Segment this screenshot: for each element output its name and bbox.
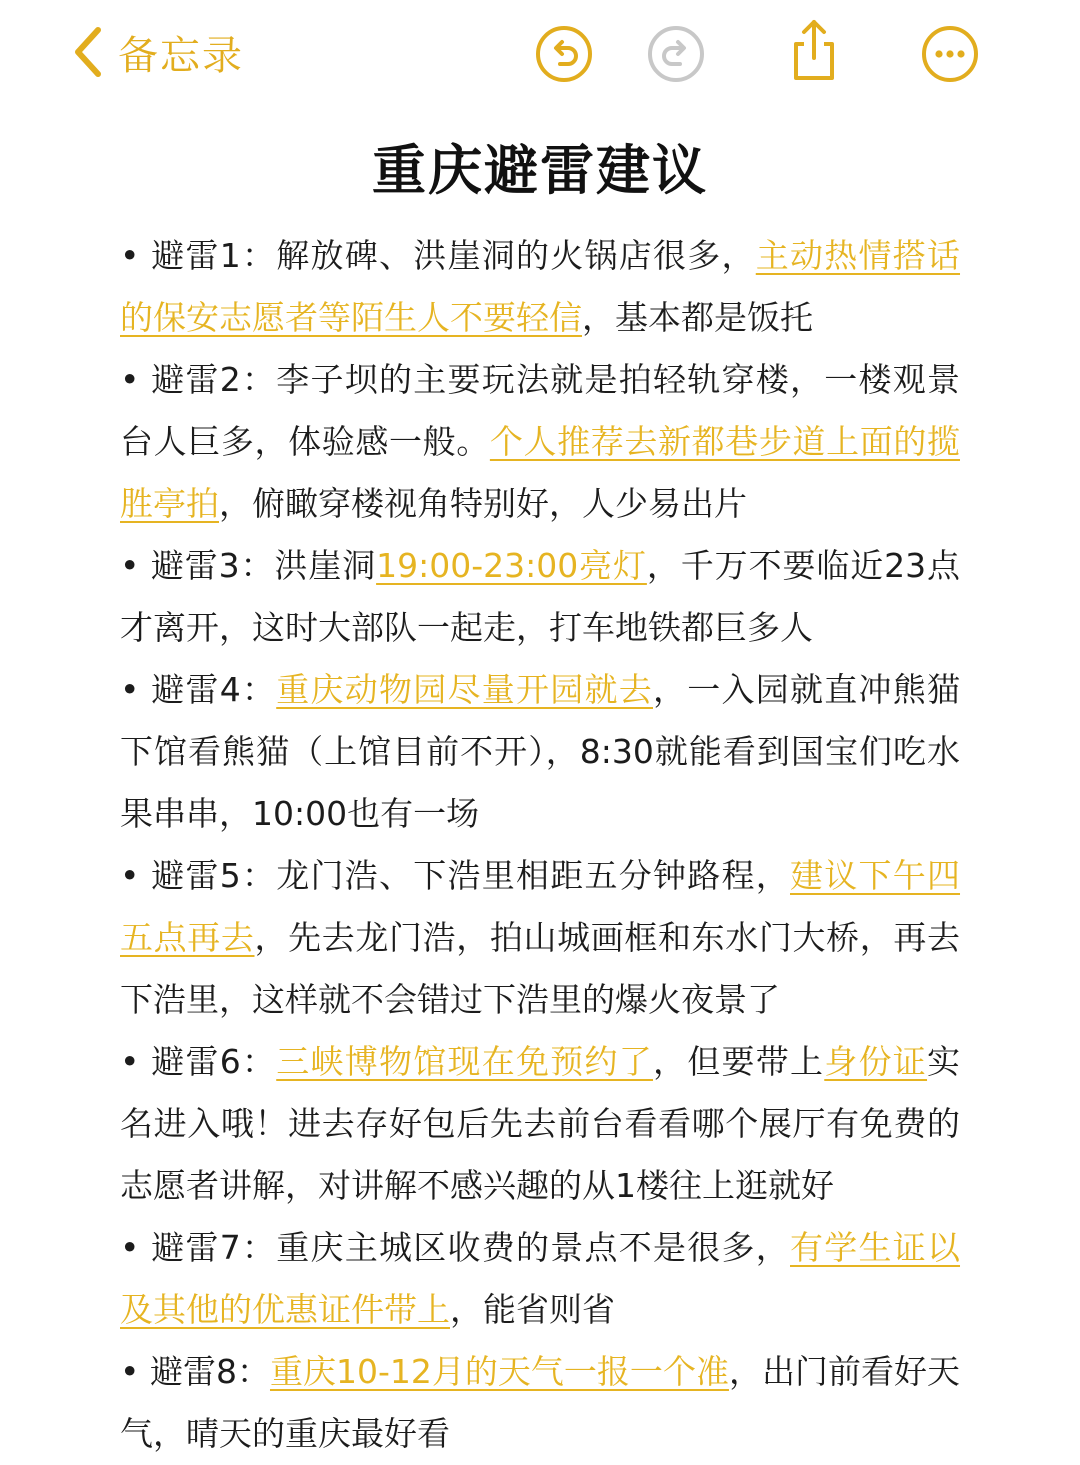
item-text: • 避雷7：重庆主城区收费的景点不是很多， [120,1228,790,1267]
item-text: ，出门前看好天气，晴天的重庆最好看 [120,1352,961,1453]
highlight-text: 19:00-23:00亮灯 [376,546,647,585]
note-title: 重庆避雷建议 [372,139,708,202]
list-item [120,349,960,535]
undo-button[interactable] [534,24,594,84]
chevron-left-icon [70,26,104,78]
item-text: ，但要带上 [653,1042,825,1081]
highlight-text: 建议下午四五点再去 [120,856,961,957]
item-text: ，一入园就直冲熊猫下馆看熊猫（上馆目前不开），8:30就能看到国宝们吃水果串串，10:00也有一场 [120,670,961,833]
back-button[interactable] [70,22,244,82]
note-body[interactable] [120,225,960,1465]
item-text: • 避雷8： [120,1352,270,1391]
item-text: • 避雷3：洪崖洞 [120,546,377,585]
list-item [120,845,960,1031]
list-item [120,225,960,349]
highlight-text: 三峡博物馆现在免预约了 [276,1042,653,1081]
highlight-text: 重庆动物园尽量开园就去 [276,670,653,709]
item-text: ，基本都是饭托 [582,298,813,337]
share-button[interactable] [784,16,844,82]
highlight-text: 身份证 [824,1042,928,1081]
undo-icon [534,24,594,84]
item-text: • 避雷5：龙门浩、下浩里相距五分钟路程， [120,856,790,895]
highlight-text: 主动热情搭话的保安志愿者等陌生人不要轻信 [120,236,961,337]
item-text: ，千万不要临近23点才离开，这时大部队一起走，打车地铁都巨多人 [120,546,961,647]
back-label: 备忘录 [118,32,244,79]
list-item [120,659,960,845]
item-text: ，俯瞰穿楼视角特别好，人少易出片 [219,484,747,523]
redo-icon [646,24,706,84]
item-text: ，先去龙门浩，拍山城画框和东水门大桥，再去下浩里，这样就不会错过下浩里的爆火夜景了 [120,918,960,1019]
redo-button[interactable] [646,24,706,84]
item-text: • 避雷6： [120,1042,277,1081]
item-text: • 避雷2：李子坝的主要玩法就是拍轻轨穿楼，一楼观景台人巨多，体验感一般。 [120,360,960,461]
more-icon [920,24,980,84]
list-item [120,1031,960,1217]
navigation-bar [0,0,1080,110]
share-icon [784,16,844,82]
list-item [120,1217,960,1341]
item-text: ，能省则省 [450,1290,615,1329]
highlight-text: 个人推荐去新都巷步道上面的揽胜亭拍 [120,422,960,523]
item-text: 实名进入哦！进去存好包后先去前台看看哪个展厅有免费的志愿者讲解，对讲解不感兴趣的从1楼往上逛就好 [120,1042,961,1205]
highlight-text: 有学生证以及其他的优惠证件带上 [120,1228,961,1329]
item-text: • 避雷1：解放碑、洪崖洞的火锅店很多， [120,236,756,275]
item-text: • 避雷4： [120,670,277,709]
list-item [120,1341,960,1465]
highlight-text: 重庆10-12月的天气一报一个准 [269,1352,729,1391]
list-item [120,535,960,659]
more-button[interactable] [920,24,980,84]
